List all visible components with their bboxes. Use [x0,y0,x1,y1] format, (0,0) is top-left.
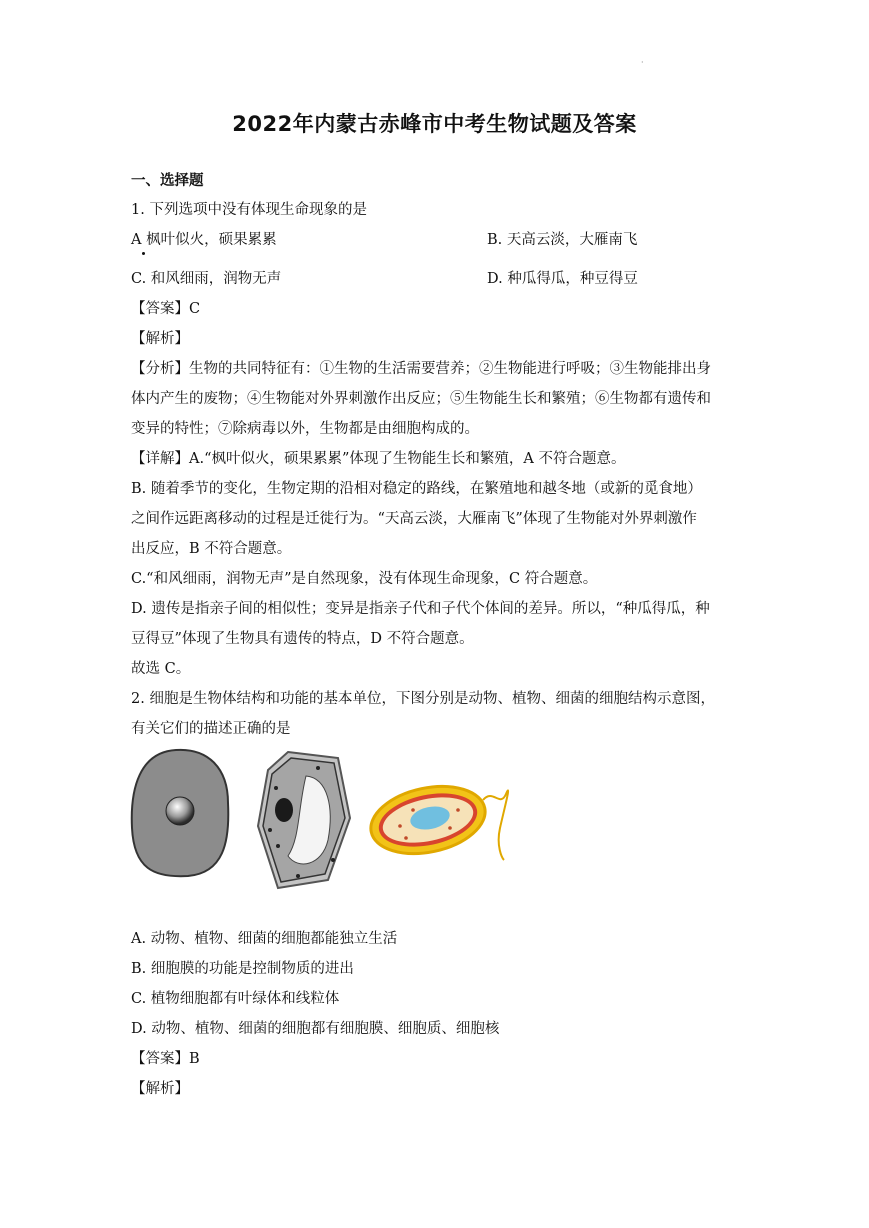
q1-analysis-line: 【分析】生物的共同特征有：①生物的生活需要营养；②生物能进行呼吸；③生物能排出身 [131,361,711,377]
punctuation-dot [142,252,145,255]
q2-stem-line: 2. 细胞是生物体结构和功能的基本单位，下图分别是动物、植物、细菌的细胞结构示意图， [131,691,715,707]
q1-analysis-line: 变异的特性；⑦除病毒以外，生物都是由细胞构成的。 [131,421,479,437]
bacterium-illustration [365,777,509,864]
corner-mark: · [641,58,644,67]
q2-answer: 【答案】B [131,1051,200,1067]
q2-option-b: B. 细胞膜的功能是控制物质的进出 [131,961,354,977]
q1-option-b: B. 天高云淡，大雁南飞 [487,232,638,248]
q1-analysis-line: 体内产生的废物；④生物能对外界刺激作出反应；⑤生物能生长和繁殖；⑥生物都有遗传和 [131,391,711,407]
page-title: 2022年内蒙古赤峰市中考生物试题及答案 [232,112,637,136]
cell-diagrams-svg [128,748,518,898]
q1-detail-line: 【详解】A.“枫叶似火，硕果累累”体现了生物能生长和繁殖，A 不符合题意。 [131,451,626,467]
q2-option-a: A. 动物、植物、细菌的细胞都能独立生活 [131,931,398,947]
animal-cell-illustration [132,750,229,876]
q1-detail-line: 豆得豆”体现了生物具有遗传的特点，D 不符合题意。 [131,631,474,647]
cell-diagrams [128,748,518,898]
plant-cell-illustration [258,752,350,888]
q2-analysis-head: 【解析】 [131,1081,189,1097]
q1-detail-line: 故选 C。 [131,661,191,677]
q1-stem: 1. 下列选项中没有体现生命现象的是 [131,202,367,218]
q2-option-d: D. 动物、植物、细菌的细胞都有细胞膜、细胞质、细胞核 [131,1021,500,1037]
q1-detail-line: C.“和风细雨，润物无声”是自然现象，没有体现生命现象，C 符合题意。 [131,571,598,587]
q1-detail-line: B. 随着季节的变化，生物定期的沿相对稳定的路线，在繁殖地和越冬地（或新的觅食地） [131,481,702,497]
q1-option-c: C. 和风细雨，润物无声 [131,271,282,287]
q1-option-d: D. 种瓜得瓜，种豆得豆 [487,271,638,287]
section-heading: 一、选择题 [131,173,204,189]
q1-analysis-head: 【解析】 [131,331,189,347]
q1-detail-line: 出反应，B 不符合题意。 [131,541,292,557]
q1-option-a: A 枫叶似火，硕果累累 [131,232,277,248]
q1-detail-line: D. 遗传是指亲子间的相似性；变异是指亲子代和子代个体间的差异。所以，“种瓜得瓜，种 [131,601,710,617]
q2-option-c: C. 植物细胞都有叶绿体和线粒体 [131,991,340,1007]
q1-detail-line: 之间作远距离移动的过程是迁徙行为。“天高云淡，大雁南飞”体现了生物能对外界刺激作 [131,511,697,527]
q1-answer: 【答案】C [131,301,201,317]
q2-stem-line: 有关它们的描述正确的是 [131,721,291,737]
